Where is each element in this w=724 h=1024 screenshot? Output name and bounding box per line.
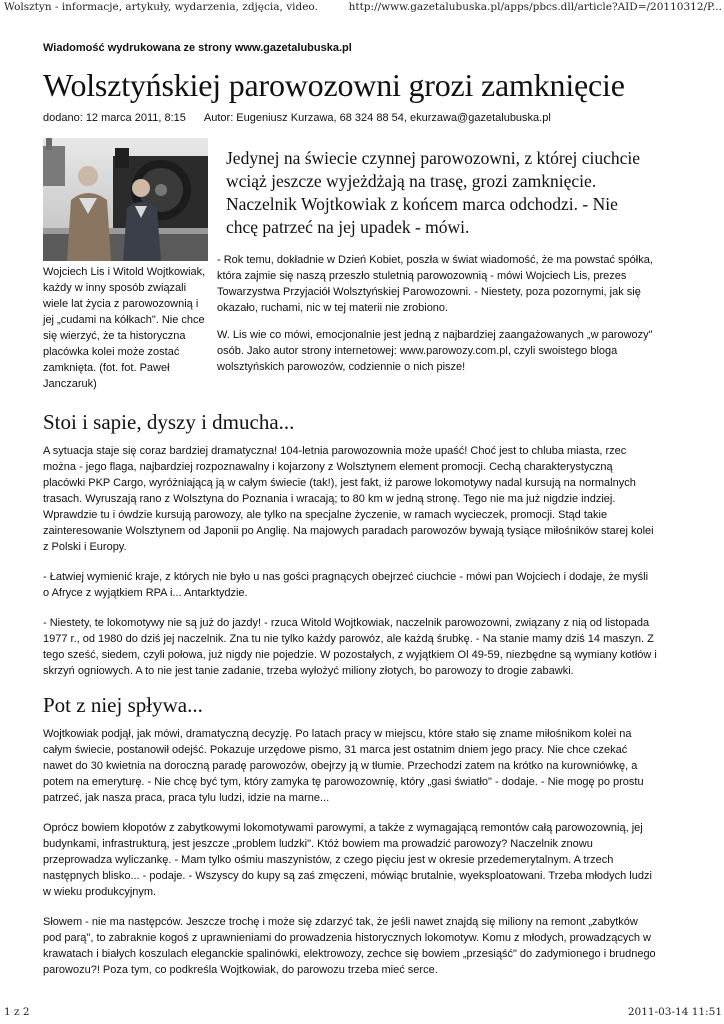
print-header	[0, 0, 724, 16]
article-title: Wolsztyńskiej parowozowni grozi zamknięcie	[43, 67, 625, 103]
body-paragraph: - Łatwiej wymienić kraje, z których nie było u nas gości pragnących obejrzeć ciuchcie - mówi pan Wojciech i dodaje, że myśli o Afryce z wyjątkiem RPA i... Antarktydzie.	[43, 571, 649, 599]
article-lead: Jedynej na świecie czynnej parowozowni, z której ciuchcie wciąż jeszcze wyjeżdżają na trasę, grozi zamknięcie. Naczelnik Wojtkowiak z końcem marca odchodzi. - Nie chcę patrzeć na jej upadek - mówi.	[226, 148, 640, 237]
body-paragraph: Wojtkowiak podjął, jak mówi, dramatyczną decyzję. Po latach pracy w miejscu, które stało się zname miłośnikom kolei na całym świecie, postanowił odejść. Pokazuje urzędowe pismo, 31 marca jest ostatnim dniem jego pracy. Nie chce czekać nawet do 30 kwietnia na doroczną paradę parowozów, obejrzy ją w tłumie. Przechodzi zatem na krótko na kurowniówkę, a potem na emeryturę. - Nie chcę być tym, który zamyka tę parowozownię, który „gasi światło" - dodaje. - Nie mogę po prostu patrzeć, jak nasza praca, praca tylu ludzi, idzie na marne...	[43, 728, 644, 804]
intro-paragraphs	[217, 252, 657, 386]
section-heading: Stoi i sapie, dyszy i dmucha...	[43, 410, 295, 434]
photo-caption: Wojciech Lis i Witold Wojtkowiak, każdy w inny sposób związali wiele lat życia z parowozownią i jej „cudami na kółkach". Nie chce się wierzyć, że ta historyczna placówka kolei może zostać zamknięta. (fot. fot. Paweł Janczaruk)	[43, 266, 206, 390]
article-date: dodano: 12 marca 2011, 8:15	[43, 112, 186, 124]
intro-paragraph: - Rok temu, dokładnie w Dzień Kobiet, poszła w świat wiadomość, że ma powstać spółka, która zajmie się naszą przeszło stuletnią parowozownią - mówi Wojciech Lis, prezes Towarzystwa Przyjaciół Wolsztyńskiej Parowozowni. - Niestety, poza pozornymi, jak się okazało, ruchami, nic w tej materii nie zrobiono.	[217, 254, 653, 314]
article-top-area	[43, 138, 657, 396]
print-footer-page-count: 1 z 2	[4, 1006, 30, 1018]
intro-paragraph: W. Lis wie co mówi, emocjonalnie jest jedną z najbardziej zaangażowanych „w parowozy" osób. Jako autor strony internetowej: www.parowozy.com.pl, czyli swoistego bloga wolsztyńskich parowozów, codziennie o nich pisze!	[217, 329, 653, 373]
section-heading: Pot z niej spływa...	[43, 693, 203, 717]
source-note: Wiadomość wydrukowana ze strony www.gazetalubuska.pl	[43, 42, 352, 54]
article-photo	[43, 138, 208, 261]
body-paragraph: - Niestety, te lokomotywy nie są już do jazdy! - rzuca Witold Wojtkowiak, naczelnik parowozowni, związany z nią od listopada 1977 r., od 1980 do dziś jej naczelnik. Zna tu nie tylko każdy parowóz, ale każdą śrubkę. - Na stanie mamy dziś 14 maszyn. Z tego sześć, siedem, czyli połowa, już nigdy nie pojedzie. W pozostałych, z wyjątkiem Ol 49-59, niezbędne są wymiany kotłów i skrzyń ogniowych. A to nie jest tanie zadanie, trzeba wyłożyć miliony złotych, bo parowozy to drogie zabawki.	[43, 617, 657, 677]
print-header-url: http://www.gazetalubuska.pl/apps/pbcs.dll/article?AID=/20110312/P...	[348, 1, 722, 13]
body-paragraph: A sytuacja staje się coraz bardziej dramatyczna! 104-letnia parowozownia może upaść! Choć jest to chluba miasta, rzec można - jego flaga, najbardziej rozpoznawalny i kojarzony z Wolsztynem element promocji. Cechą charakterystyczną placówki PKP Cargo, wyróżniającą ją w całym świecie (tak!), jest fakt, iż parowe lokomotywy nadal kursują na normalnych trasach. Wyruszają rano z Wolsztyna do Poznania i wracają; to 80 km w jedną stronę. Tego nie ma już nigdzie indziej. Wprawdzie tu i ówdzie kursują parowozy, ale tylko na specjalne życzenie, w ramach wycieczek, promocji. Stąd takie zainteresowanie Wolsztynem od Japonii po Anglię. Na majowych paradach parowozów bywają tysiące miłośników starej kolei z Polski i Europy.	[43, 445, 654, 553]
body-paragraph: Słowem - nie ma następców. Jeszcze trochę i może się zdarzyć tak, że jeśli nawet znajdą się miliony na remont „zabytków pod parą", to zabraknie kogoś z uprawnieniami do prowadzenia historycznych lokomotyw. Komu z młodych, prowadzących w krawatach i białych koszulach eleganckie spalinówki, elektrowozy, zechce się bowiem „przesiąść" do zadymionego i brudnego parowozu?! Poza tym, co podkreśla Wojtkowiak, do parowozu trzeba mieć serce.	[43, 916, 656, 976]
print-footer	[0, 1006, 724, 1020]
article-page	[43, 42, 657, 992]
print-footer-timestamp: 2011-03-14 11:51	[627, 1006, 722, 1018]
article-photo-image	[43, 138, 208, 261]
body-paragraph: Oprócz bowiem kłopotów z zabytkowymi lokomotywami parowymi, a także z wymagającą remontów całą parowozownią, jej budynkami, infrastrukturą, jest jeszcze „problem ludzki". Któż bowiem ma prowadzić parowozy? Naczelnik znowu przeprowadza wyliczankę. - Mam tylko ośmiu maszynistów, z czego pięciu jest w okresie przedemerytalnym. A trzech następnych blisko... - podaje. - Wszyscy do kupy są zaś zmęczeni, mówiąc brutalnie, wyeksploatowani. Trzeba młodych ludzi w wieku produkcyjnym.	[43, 822, 652, 898]
section-body	[43, 726, 657, 978]
article-author: Autor: Eugeniusz Kurzawa, 68 324 88 54, ekurzawa@gazetalubuska.pl	[203, 112, 551, 124]
article-meta	[43, 112, 657, 124]
section-body	[43, 443, 657, 679]
print-header-page-title: Wolsztyn - informacje, artykuły, wydarzenia, zdjęcia, video.	[4, 1, 318, 13]
